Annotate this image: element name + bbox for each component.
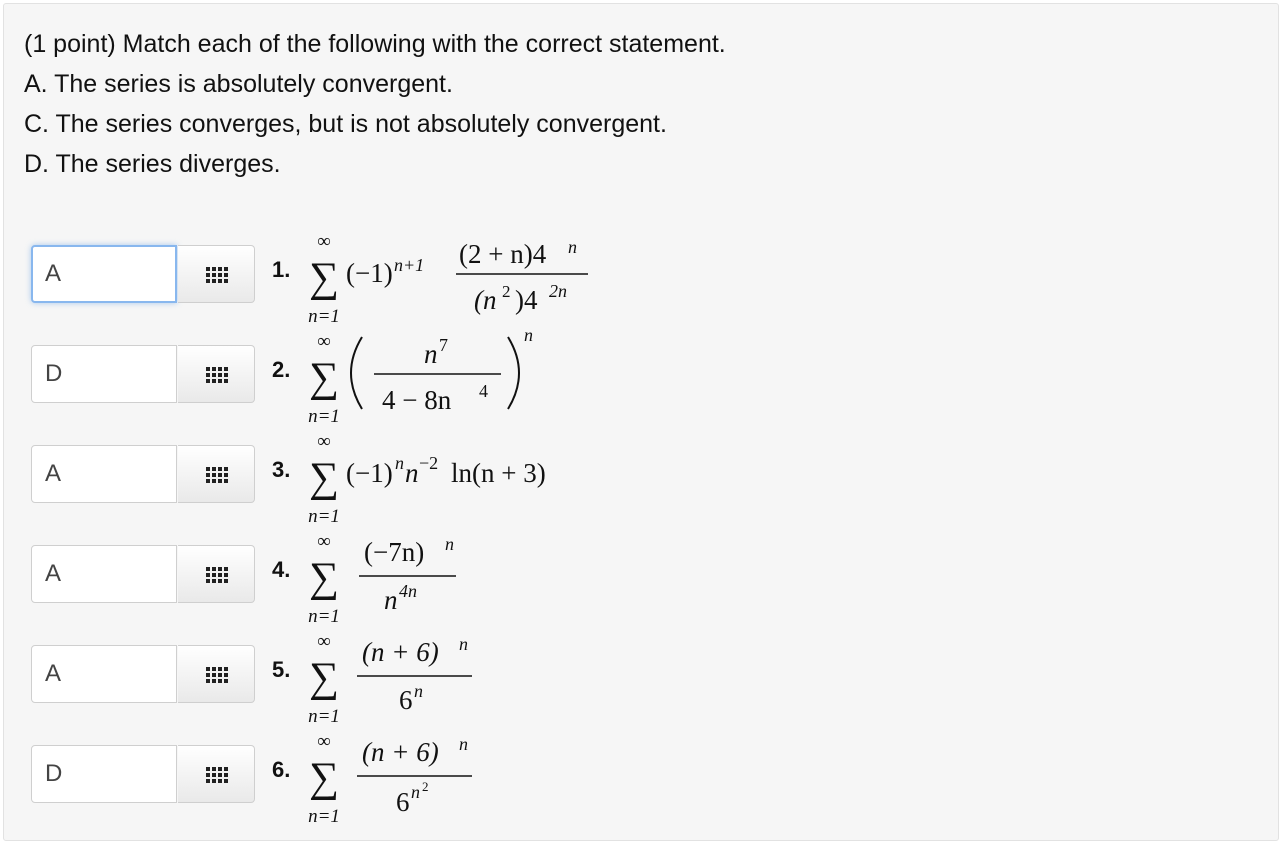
sum-sign: ∑ — [309, 755, 339, 801]
s1-base: (−1) — [346, 258, 393, 288]
s1-denominator-square: 2 — [502, 282, 511, 301]
sum-sign: ∑ — [309, 255, 339, 301]
sum-sign: ∑ — [309, 355, 339, 401]
sum-lower-limit: n=1 — [308, 406, 340, 427]
s3-base: (−1) — [346, 458, 393, 488]
match-row-2 — [4, 325, 1280, 427]
item-number-5: 5. — [272, 657, 291, 682]
s1-exponent: n+1 — [394, 255, 425, 275]
problem-panel — [3, 3, 1279, 841]
s4-denominator: n — [384, 585, 398, 615]
s3-exponent: n — [395, 453, 404, 473]
right-paren — [508, 337, 519, 409]
sum-lower-limit: n=1 — [308, 706, 340, 727]
match-row-4 — [4, 531, 1280, 627]
item-number-2: 2. — [272, 357, 291, 382]
s1-denominator-mid: )4 — [515, 285, 538, 315]
option-c: C. The series converges, but is not absolutely convergent. — [24, 110, 667, 138]
series-formula-4 — [4, 531, 704, 635]
item-number-4: 4. — [272, 557, 291, 582]
s4-numerator: (−7n) — [364, 537, 425, 567]
series-formula-6 — [4, 731, 704, 835]
sum-lower-limit: n=1 — [308, 806, 340, 827]
sum-lower-limit: n=1 — [308, 506, 340, 527]
option-a: A. The series is absolutely convergent. — [24, 70, 453, 98]
series-formula-5 — [4, 631, 704, 735]
s1-numerator-exp: n — [568, 237, 577, 257]
sum-lower-limit: n=1 — [308, 606, 340, 627]
s2-numerator-exp: 7 — [439, 335, 448, 355]
series-formula-2 — [4, 325, 704, 435]
s4-denominator-exp: 4n — [399, 581, 417, 601]
s6-denominator-exp: n — [411, 782, 420, 802]
item-number-6: 6. — [272, 757, 291, 782]
s1-numerator: (2 + n)4 — [459, 239, 547, 269]
sum-sign: ∑ — [309, 555, 339, 601]
series-formula-3 — [4, 431, 704, 535]
s3-exponent-neg2: −2 — [419, 453, 439, 473]
s6-denominator-exp-square: 2 — [422, 779, 429, 794]
s2-outer-exp: n — [524, 325, 533, 345]
sum-upper-limit: ∞ — [317, 331, 331, 352]
s1-denominator: (n — [474, 285, 497, 315]
sum-upper-limit: ∞ — [317, 731, 331, 752]
s5-denominator: 6 — [399, 685, 413, 715]
s5-denominator-exp: n — [414, 681, 423, 701]
option-d: D. The series diverges. — [24, 150, 281, 178]
item-number-3: 3. — [272, 457, 291, 482]
sum-upper-limit: ∞ — [317, 231, 331, 252]
sum-sign: ∑ — [309, 455, 339, 501]
sum-upper-limit: ∞ — [317, 431, 331, 452]
s3-n: n — [405, 458, 419, 488]
series-formula-1 — [4, 231, 704, 335]
match-row-5 — [4, 631, 1280, 727]
problem-title: (1 point) Match each of the following with the correct statement. — [24, 30, 726, 58]
sum-sign: ∑ — [309, 655, 339, 701]
s2-numerator: n — [424, 339, 438, 369]
s6-numerator: (n + 6) — [362, 737, 439, 767]
s3-log: ln(n + 3) — [451, 458, 546, 488]
s6-numerator-exp: n — [459, 734, 468, 754]
item-number-1: 1. — [272, 257, 291, 282]
sum-upper-limit: ∞ — [317, 531, 331, 552]
s1-denominator-exp: 2n — [549, 281, 567, 301]
s6-denominator: 6 — [396, 787, 410, 817]
match-row-3 — [4, 431, 1280, 527]
s2-denominator-exp: 4 — [479, 381, 488, 401]
left-paren — [351, 337, 362, 409]
match-row-1 — [4, 231, 1280, 327]
s5-numerator-exp: n — [459, 634, 468, 654]
sum-lower-limit: n=1 — [308, 306, 340, 327]
s5-numerator: (n + 6) — [362, 637, 439, 667]
s4-numerator-exp: n — [445, 534, 454, 554]
sum-upper-limit: ∞ — [317, 631, 331, 652]
s2-denominator: 4 − 8n — [382, 385, 452, 415]
match-row-6 — [4, 731, 1280, 827]
